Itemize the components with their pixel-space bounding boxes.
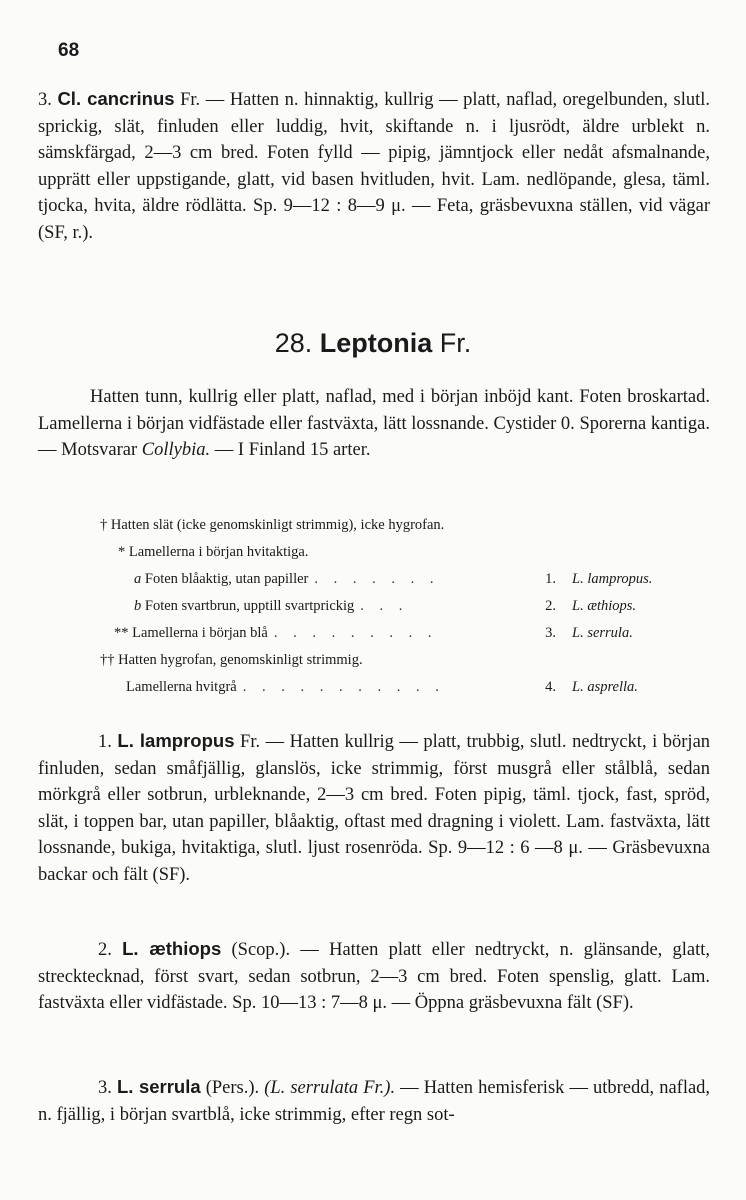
species-author: (Pers.). [205, 1078, 260, 1098]
key-row [100, 593, 700, 620]
genus-text-end: — I Finland 15 arter. [214, 440, 371, 460]
key-lead: † Hatten slät (icke genomskinligt strimmig), icke hygrofan. [100, 517, 445, 533]
species-entry-cancrinus [38, 86, 710, 246]
key-species: L. asprella. [572, 679, 638, 695]
key-dots: . . . . . . . [314, 571, 440, 587]
key-dots: . . . [360, 598, 409, 614]
genus-description [38, 384, 710, 464]
key-species: L. lampropus. [572, 571, 653, 587]
key-dots: . . . . . . . . . . . [242, 679, 445, 695]
key-number: 4. [545, 679, 556, 695]
key-mark: b [134, 598, 142, 614]
genus-heading [0, 328, 746, 359]
identification-key [100, 512, 700, 701]
species-synonym: (L. serrulata Fr.). [264, 1078, 396, 1098]
genus-text-italic: Collybia. [141, 440, 211, 460]
genus-name: Leptonia [319, 328, 433, 358]
key-dots: . . . . . . . . . [273, 625, 438, 641]
key-number: 2. [545, 598, 556, 614]
species-description: — Hatten n. hinnaktig, kullrig — platt, naflad, oregelbunden, slutl. sprickig, slät, finluden eller luddig, hvit, skiftande n. i ljusrödt, äldre urblekt n. sämskfärgad, 2—3 cm bred. Foten fylld — pipig, jämntjock eller nedåt afsmalnande, upprätt eller uppstigande, glatt, vid basen hvitluden, hvit. Lam. nedlöpande, glesa, täml. tjocka, hvita, äldre rödlätta. Sp. 9—12 : 8—9 μ. — Feta, gräsbevuxna ställen, vid vägar (SF, r.). [38, 90, 710, 243]
key-lead: Foten svartbrun, upptill svartprickig [141, 598, 355, 614]
species-name: L. lampropus [117, 730, 235, 751]
genus-number: 28. [274, 328, 313, 358]
key-row [100, 539, 700, 566]
key-row [100, 512, 700, 539]
species-description: — Hatten platt eller nedtryckt, n. glänsande, glatt, strecktecknad, först svart, sedan sotbrun, 2—3 cm bred. Foten spenslig, glatt. Lam. fastväxta eller vidfästade. Sp. 10—13 : 7—8 μ. — Öppna gräsbevuxna fält (SF). [38, 940, 711, 1013]
key-number: 3. [545, 625, 556, 641]
species-entry-aethiops [38, 936, 710, 1017]
species-number: 3. [98, 1078, 112, 1098]
page-number: 68 [58, 40, 80, 61]
key-row [100, 647, 700, 674]
key-species: L. æthiops. [572, 598, 637, 614]
species-name: Cl. cancrinus [57, 88, 175, 109]
key-lead: Foten blåaktig, utan papiller [141, 571, 309, 587]
key-row [100, 674, 700, 701]
key-lead: Lamellerna hvitgrå [126, 679, 237, 695]
species-number: 1. [98, 732, 112, 752]
genus-text-main: Hatten tunn, kullrig eller platt, naflad, med i början inböjd kant. Foten broskartad. Lamellerna i början vidfästade eller fastväxta, lätt lossnande. Cystider 0. Sporerna kantiga. — Motsvarar [38, 387, 710, 460]
key-row [100, 620, 700, 647]
key-species: L. serrula. [572, 625, 633, 641]
species-author: (Scop.). [231, 940, 291, 960]
species-author: Fr. [180, 90, 201, 110]
key-row [100, 566, 700, 593]
key-lead: ** Lamellerna i början blå [114, 625, 268, 641]
species-author: Fr. [240, 732, 261, 752]
species-number: 2. [98, 940, 112, 960]
species-entry-lampropus [38, 728, 710, 888]
key-number: 1. [545, 571, 556, 587]
genus-author: Fr. [439, 328, 472, 358]
species-description: — Hatten hemisferisk — utbredd, naflad, n. fjällig, i början svartblå, icke strimmig, efter regn sot- [38, 1078, 711, 1125]
species-number: 3. [38, 90, 52, 110]
key-lead: †† Hatten hygrofan, genomskinligt strimmig. [100, 652, 363, 668]
key-mark: a [134, 571, 142, 587]
species-description: — Hatten kullrig — platt, trubbig, slutl. nedtryckt, i början finluden, sedan småfjällig, glanslös, icke strimmig, först musgrå eller stålblå, sedan mörkgrå eller sotbrun, urbleknande, 2—3 cm bred. Foten pipig, täml. tjock, fast, spröd, slät, i toppen bar, utan papiller, blåaktig, oftast med dragning i violett. Lam. fastväxta, lätt lossnande, bukiga, hvitaktiga, slutl. ljust rosenröda. Sp. 9—12 : 6 —8 μ. — Gräsbevuxna backar och fält (SF). [38, 732, 711, 885]
key-lead: * Lamellerna i början hvitaktiga. [118, 544, 309, 560]
species-entry-serrula [38, 1074, 710, 1128]
species-name: L. serrula [116, 1076, 201, 1097]
species-name: L. æthiops [122, 938, 222, 959]
